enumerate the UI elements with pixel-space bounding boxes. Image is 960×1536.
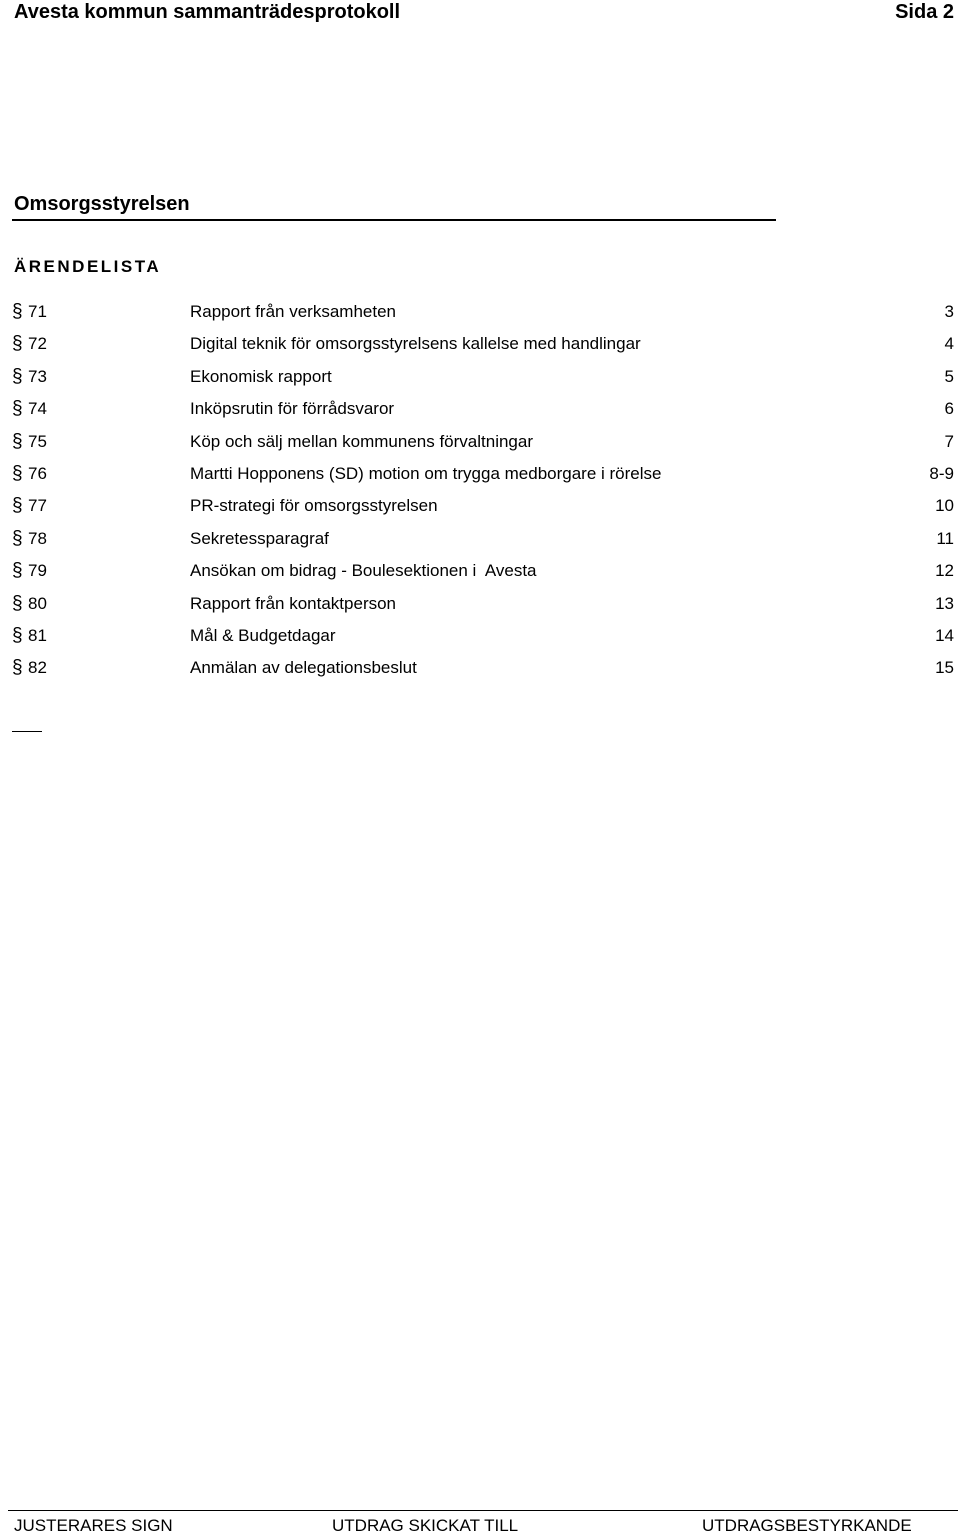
agenda-item [0, 620, 960, 652]
agenda-item [0, 523, 960, 555]
item-page: 4 [944, 334, 954, 354]
agenda-item [0, 393, 960, 425]
section-symbol: § [12, 495, 23, 517]
footer-divider [8, 1510, 958, 1511]
item-title: Rapport från kontaktperson [190, 593, 397, 613]
item-title: Inköpsrutin för förrådsvaror [190, 399, 395, 419]
page-footer [14, 1516, 934, 1536]
item-page: 6 [944, 399, 954, 419]
item-page: 11 [936, 528, 954, 548]
item-title: Sekretessparagraf [190, 528, 329, 548]
list-title: ÄRENDELISTA [14, 257, 162, 276]
section-symbol: § [12, 560, 23, 582]
organization-name: Omsorgsstyrelsen [14, 193, 190, 215]
item-title: Anmälan av delegationsbeslut [190, 658, 417, 678]
item-title: Martti Hopponens (SD) motion om trygga medborgare i rörelse [190, 463, 662, 483]
footer-utdrag-skickat-till: UTDRAG SKICKAT TILL [332, 1516, 519, 1535]
item-number: 75 [28, 431, 47, 451]
organization-underline [12, 219, 776, 221]
item-title: PR-strategi för omsorgsstyrelsen [190, 496, 438, 516]
section-symbol: § [12, 333, 23, 355]
page-number: Sida 2 [895, 0, 954, 23]
item-number: 76 [28, 463, 47, 483]
page-header [14, 0, 954, 24]
section-symbol: § [12, 462, 23, 484]
item-page: 8-9 [929, 463, 954, 483]
footer-justerares-sign: JUSTERARES SIGN [14, 1516, 173, 1535]
item-page: 14 [935, 625, 954, 645]
section-symbol: § [12, 527, 23, 549]
item-title: Mål & Budgetdagar [190, 625, 336, 645]
item-page: 15 [935, 658, 954, 678]
section-symbol: § [12, 657, 23, 679]
section-symbol: § [12, 398, 23, 420]
item-number: 81 [28, 625, 47, 645]
item-title: Ansökan om bidrag - Boulesektionen i Avesta [190, 561, 537, 581]
item-number: 79 [28, 561, 47, 581]
item-number: 80 [28, 593, 47, 613]
item-page: 12 [935, 561, 954, 581]
divider-short [12, 731, 42, 732]
item-page: 7 [944, 431, 954, 451]
agenda-item [0, 361, 960, 393]
agenda-list [0, 296, 960, 685]
agenda-item [0, 588, 960, 620]
agenda-item [0, 555, 960, 587]
item-number: 77 [28, 496, 47, 516]
item-title: Rapport från verksamheten [190, 302, 396, 321]
agenda-item [0, 458, 960, 490]
item-number: 74 [28, 399, 47, 419]
agenda-item [0, 426, 960, 458]
item-page: 10 [935, 496, 954, 516]
agenda-item [0, 490, 960, 522]
item-number: 82 [28, 658, 47, 678]
section-symbol: § [12, 301, 23, 322]
item-number: 78 [28, 528, 47, 548]
item-page: 3 [944, 302, 954, 321]
item-number: 71 [28, 302, 47, 321]
section-symbol: § [12, 624, 23, 646]
agenda-item [0, 328, 960, 360]
footer-utdragsbestyrkande: UTDRAGSBESTYRKANDE [702, 1516, 912, 1535]
item-number: 72 [28, 334, 47, 354]
section-symbol: § [12, 592, 23, 614]
item-title: Köp och sälj mellan kommunens förvaltningar [190, 431, 534, 451]
section-symbol: § [12, 430, 23, 452]
section-symbol: § [12, 365, 23, 387]
item-page: 13 [935, 593, 954, 613]
item-number: 73 [28, 366, 47, 386]
document-title: Avesta kommun sammanträdesprotokoll [14, 0, 401, 23]
item-title: Ekonomisk rapport [190, 366, 332, 386]
item-page: 5 [944, 366, 954, 386]
item-title: Digital teknik för omsorgsstyrelsens kallelse med handlingar [190, 334, 641, 354]
agenda-item [0, 652, 960, 684]
agenda-item [0, 296, 960, 328]
